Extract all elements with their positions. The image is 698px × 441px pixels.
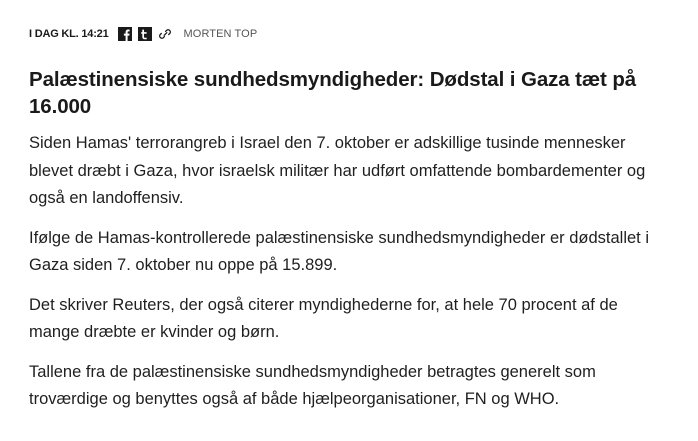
paragraph: Siden Hamas' terrorangreb i Israel den 7. oktober er adskillige tusinde mennesker blevet dræbt i Gaza, hvor israelsk militær har udført omfattende bombardementer og også en landoffensiv. (29, 134, 646, 207)
facebook-icon (118, 27, 132, 41)
paragraph: Ifølge de Hamas-kontrollerede palæstinensiske sundhedsmyndigheder er dødstallet i Gaza siden 7. oktober nu oppe på 15.899. (29, 228, 649, 274)
twitter-icon (138, 27, 152, 41)
link-icon (158, 27, 172, 41)
paragraph: Det skriver Reuters, der også citerer myndighederne for, at hele 70 procent af de mange dræbte er kvinder og børn. (29, 295, 618, 341)
timestamp: I DAG KL. 14:21 (29, 28, 109, 40)
article-meta (29, 26, 668, 42)
headline: Palæstinensiske sundhedsmyndigheder: Dødstal i Gaza tæt på 16.000 (29, 68, 637, 118)
twitter-share-button[interactable] (138, 27, 152, 41)
copy-link-button[interactable] (158, 27, 172, 41)
author-name: MORTEN TOP (183, 28, 258, 40)
paragraph: Tallene fra de palæstinensiske sundhedsmyndigheder betragtes generelt som troværdige og benyttes også af både hjælpeorganisationer, FN og WHO. (29, 362, 596, 408)
facebook-share-button[interactable] (118, 27, 132, 41)
article-body (29, 130, 668, 414)
